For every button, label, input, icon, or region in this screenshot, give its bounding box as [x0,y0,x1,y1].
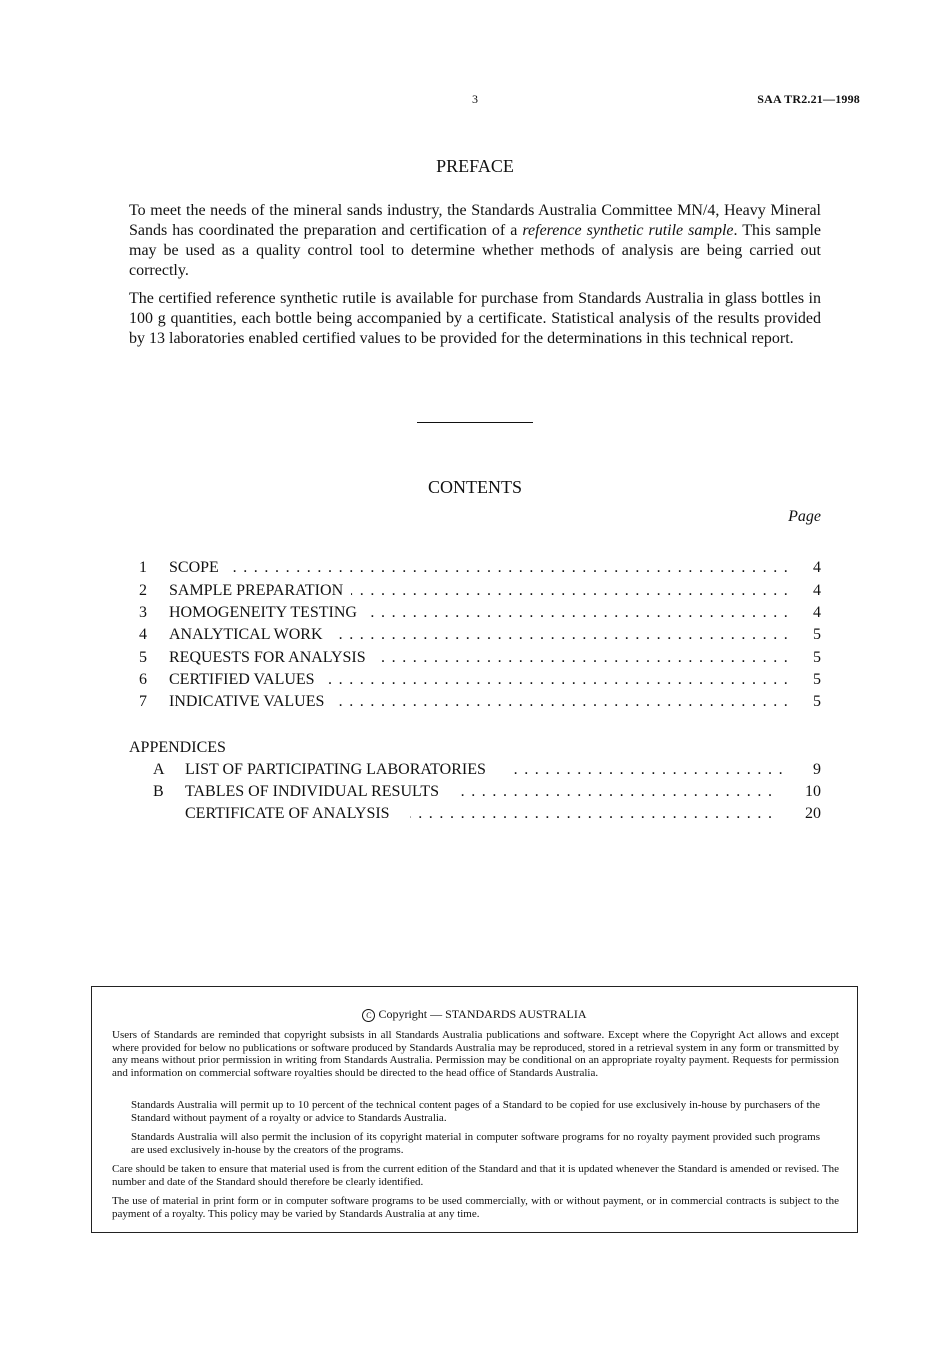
toc-item-label: SAMPLE PREPARATION [169,580,351,602]
toc-item[interactable] [129,557,821,579]
appendix-label: LIST OF PARTICIPATING LABORATORIES [185,759,506,781]
toc-item-page: 4 [791,580,821,602]
toc-item-label: CERTIFIED VALUES [169,669,323,691]
preface-paragraph-2: The certified reference synthetic rutile is available for purchase from Standards Australia in glass bottles in 100 g quantities, each bottle being accompanied by a certificate. Statistical analysis of the results provided by 13 laboratories enabled certified values to be provided for the determinations in this technical report. [129,290,821,347]
copyright-paragraph: Care should be taken to ensure that material used is from the current edition of the Standard and that it is updated whenever the Standard is amended or revised. The number and date of the Standard should therefore be clearly identified. [112,1163,839,1188]
standard-reference: SAA TR2.21—1998 [757,92,860,106]
toc-item-label: HOMOGENEITY TESTING [169,602,365,624]
toc-item-page: 5 [791,647,821,669]
toc-item-label: REQUESTS FOR ANALYSIS [169,647,374,669]
preface-paragraph-1 [129,201,821,281]
appendix-label: TABLES OF INDIVIDUAL RESULTS [185,781,459,803]
copyright-paragraph: Users of Standards are reminded that copyright subsists in all Standards Australia publications and software. Except where the Copyright Act allows and except where provided for below no publications or software produced by Standards Australia may be reproduced, stored in a retrieval system in any form or transmitted by any means without prior permission in writing from Standards Australia. Permission may be conditional on an appropriate royalty payment. Requests for permission and information on commercial software royalties should be directed to the head office of Standards Australia. [112,1029,839,1079]
toc-item-label: INDICATIVE VALUES [169,691,332,713]
section-divider [417,422,533,423]
toc-item[interactable] [129,691,821,713]
appendix-item[interactable] [129,759,821,781]
toc-item-page: 5 [791,624,821,646]
copyright-notice-box [91,986,858,1233]
toc-item[interactable] [129,669,821,691]
copyright-paragraph: Standards Australia will also permit the inclusion of its copyright material in computer software programs for no royalty payment provided such programs are used exclusively in-house by the creators of the programs. [131,1131,820,1156]
toc-item-page: 4 [791,557,821,579]
contents-page-column-header: Page [788,508,821,525]
page-number: 3 [472,92,478,106]
preface-p1-text-end: . This sample may be used as a quality control tool to determine whether methods of analysis are being carried out correctly. [129,222,821,279]
contents-heading: CONTENTS [428,477,522,497]
toc-item-number: 4 [139,626,147,643]
toc-item[interactable] [129,602,821,624]
preface-heading: PREFACE [436,156,514,176]
appendices-heading: APPENDICES [129,739,226,756]
toc-item-number: 5 [139,649,147,666]
appendix-item[interactable] [129,781,821,803]
toc-item-label: ANALYTICAL WORK [169,624,331,646]
toc-item-number: 7 [139,693,147,710]
toc-item-label: SCOPE [169,557,227,579]
copyright-paragraph: The use of material in print form or in computer software programs to be used commercially, with or without payment, or in commercial contracts is subject to the payment of a royalty. This policy may be varied by Standards Australia at any time. [112,1195,839,1220]
appendix-page: 20 [785,803,821,825]
toc-item[interactable] [129,624,821,646]
toc-item-number: 1 [139,559,147,576]
toc-leader [169,557,821,579]
appendix-page: 10 [785,781,821,803]
appendix-letter: A [153,761,165,778]
copyright-icon: C [362,1009,375,1022]
copyright-title [92,1007,857,1022]
toc-item[interactable] [129,580,821,602]
toc-item-number: 3 [139,604,147,621]
appendix-item[interactable] [129,803,821,825]
toc-item-number: 6 [139,671,147,688]
appendix-page: 9 [785,759,821,781]
toc-item-number: 2 [139,582,147,599]
appendix-letter: B [153,783,164,800]
toc-item[interactable] [129,647,821,669]
copyright-paragraph: Standards Australia will permit up to 10 percent of the technical content pages of a Standard to be copied for use exclusively in-house by purchasers of the Standard without payment of a royalty or advice to Standards Australia. [131,1099,820,1124]
preface-p1-text: To meet the needs of the mineral sands industry, the Standards Australia Committee MN/4, Heavy Mineral Sands has coordinated the preparation and certification of a [129,202,821,239]
toc-item-page: 4 [791,602,821,624]
toc-item-page: 5 [791,691,821,713]
preface-p1-italic: reference synthetic rutile sample [522,222,734,239]
copyright-title-text: Copyright — STANDARDS AUSTRALIA [378,1007,587,1021]
appendix-label: CERTIFICATE OF ANALYSIS [185,803,410,825]
toc-item-page: 5 [791,669,821,691]
